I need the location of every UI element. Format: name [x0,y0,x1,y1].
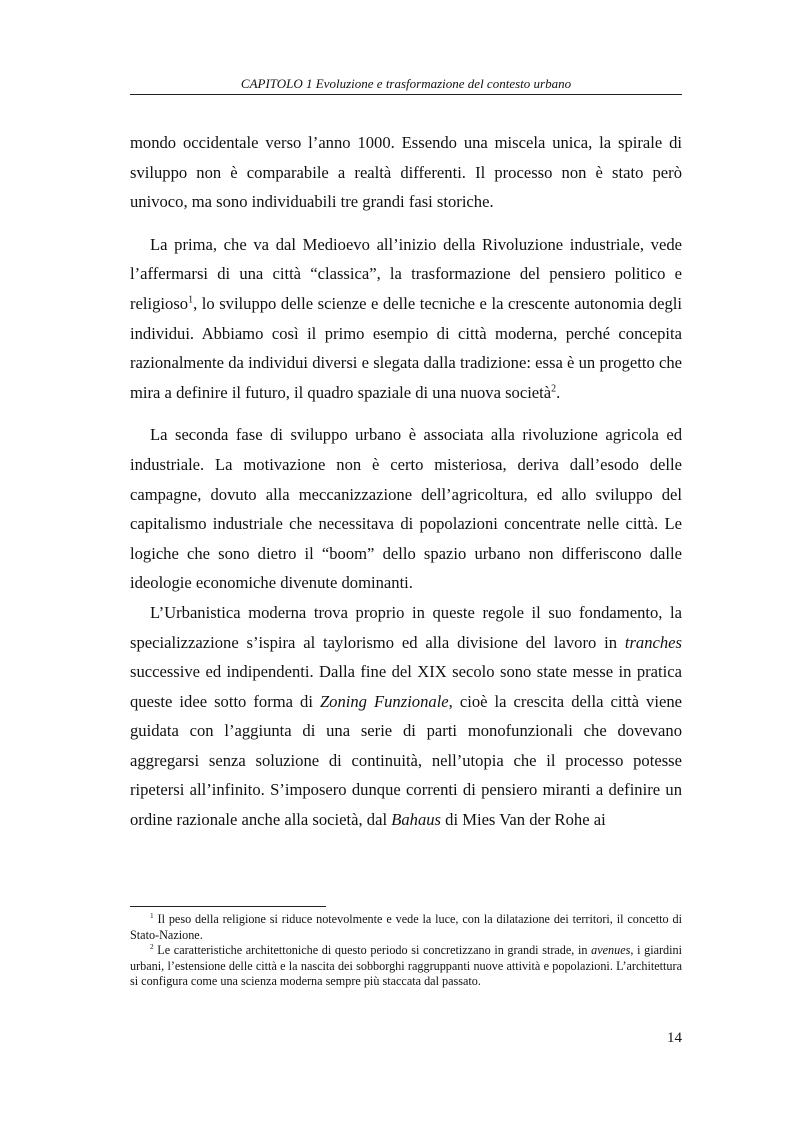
footnote-ref-1: 1 [188,294,194,306]
term-bahaus: Bahaus [391,810,441,830]
paragraph-2-part-b: , lo sviluppo delle scienze e delle tecniche e la crescente autonomia degli individui. Abbiamo così il primo esempio di città moderna, perché concepita razionalmente da individui diversi e slegata dalla tradizione: essa è un progetto che mira a definire il futuro, il quadro spaziale di una nuova società [130,293,682,402]
header-divider [130,94,682,95]
paragraph-2-part-a: La prima, che va dal Medioevo all’inizio della Rivoluzione industriale, vede l’affermarsi di una città “classica”, la trasformazione del pensiero politico e religioso [130,234,682,313]
running-header: CAPITOLO 1 Evoluzione e trasformazione del contesto urbano [240,76,572,91]
footnote-1 [130,912,682,943]
footnote-2-number: 2 [150,942,154,952]
paragraph-4-part-d: di Mies Van der Rohe ai [441,810,606,830]
footnote-2-part-a: Le caratteristiche architettoniche di questo periodo si concretizzano in grandi strade, in [153,943,592,958]
paragraph-4-part-b: successive ed indipendenti. Dalla fine del XIX secolo sono state messe in pratica queste idee sotto forma di [130,662,682,711]
paragraph-4-part-a: L’Urbanistica moderna trova proprio in queste regole il suo fondamento, la specializzazione s’ispira al taylorismo ed alla divisione del lavoro in [130,602,682,652]
page-number: 14 [667,1030,682,1046]
term-zoning-funzionale: Zoning Funzionale [319,691,449,711]
body-text [130,128,682,835]
paragraph-1: mondo occidentale verso l’anno 1000. Essendo una miscela unica, la spirale di sviluppo non è comparabile a realtà differenti. Il processo non è stato però univoco, ma sono individuabili tre grandi fasi storiche. [130,133,682,212]
paragraph-2-part-c: . [556,382,561,402]
footnote-1-text: Il peso della religione si riduce notevolmente e vede la luce, con la dilatazione dei territori, il concetto di Stato-Nazione. [130,912,682,942]
term-tranches: tranches [624,632,682,652]
footnote-divider [130,906,326,907]
footnote-ref-2: 2 [551,383,557,395]
footnote-1-number: 1 [150,910,154,920]
paragraph-4-part-c: , cioè la crescita della città viene guidata con l’aggiunta di una serie di parti monofunzionali che dovevano aggregarsi senza soluzione di continuità, nell’utopia che il processo potesse ripetersi all’infinito. S’imposero dunque correnti di pensiero miranti a definire un ordine razionale anche alla società, dal [130,691,682,830]
term-avenues: avenues [591,943,631,958]
footnote-2 [130,943,682,990]
footnotes [130,912,682,990]
paragraph-3: La seconda fase di sviluppo urbano è associata alla rivoluzione agricola ed industriale. La motivazione non è certo misteriosa, deriva dall’esodo delle campagne, dovuto alla meccanizzazione dell’agricoltura, ed allo sviluppo del capitalismo industriale che necessitava di popolazioni concentrate nelle città. Le logiche che sono dietro il “boom” dello spazio urbano non differiscono dalle ideologie economiche divenute dominanti. [130,425,682,593]
footnote-2-part-b: , i giardini urbani, l’estensione delle città e la nascita dei sobborghi raggruppanti nuove attività e popolazioni. L’architettura si configura come una scienza moderna sempre più staccata dal passato. [130,943,683,989]
paragraph-2 [130,230,682,408]
paragraph-4 [130,598,682,835]
